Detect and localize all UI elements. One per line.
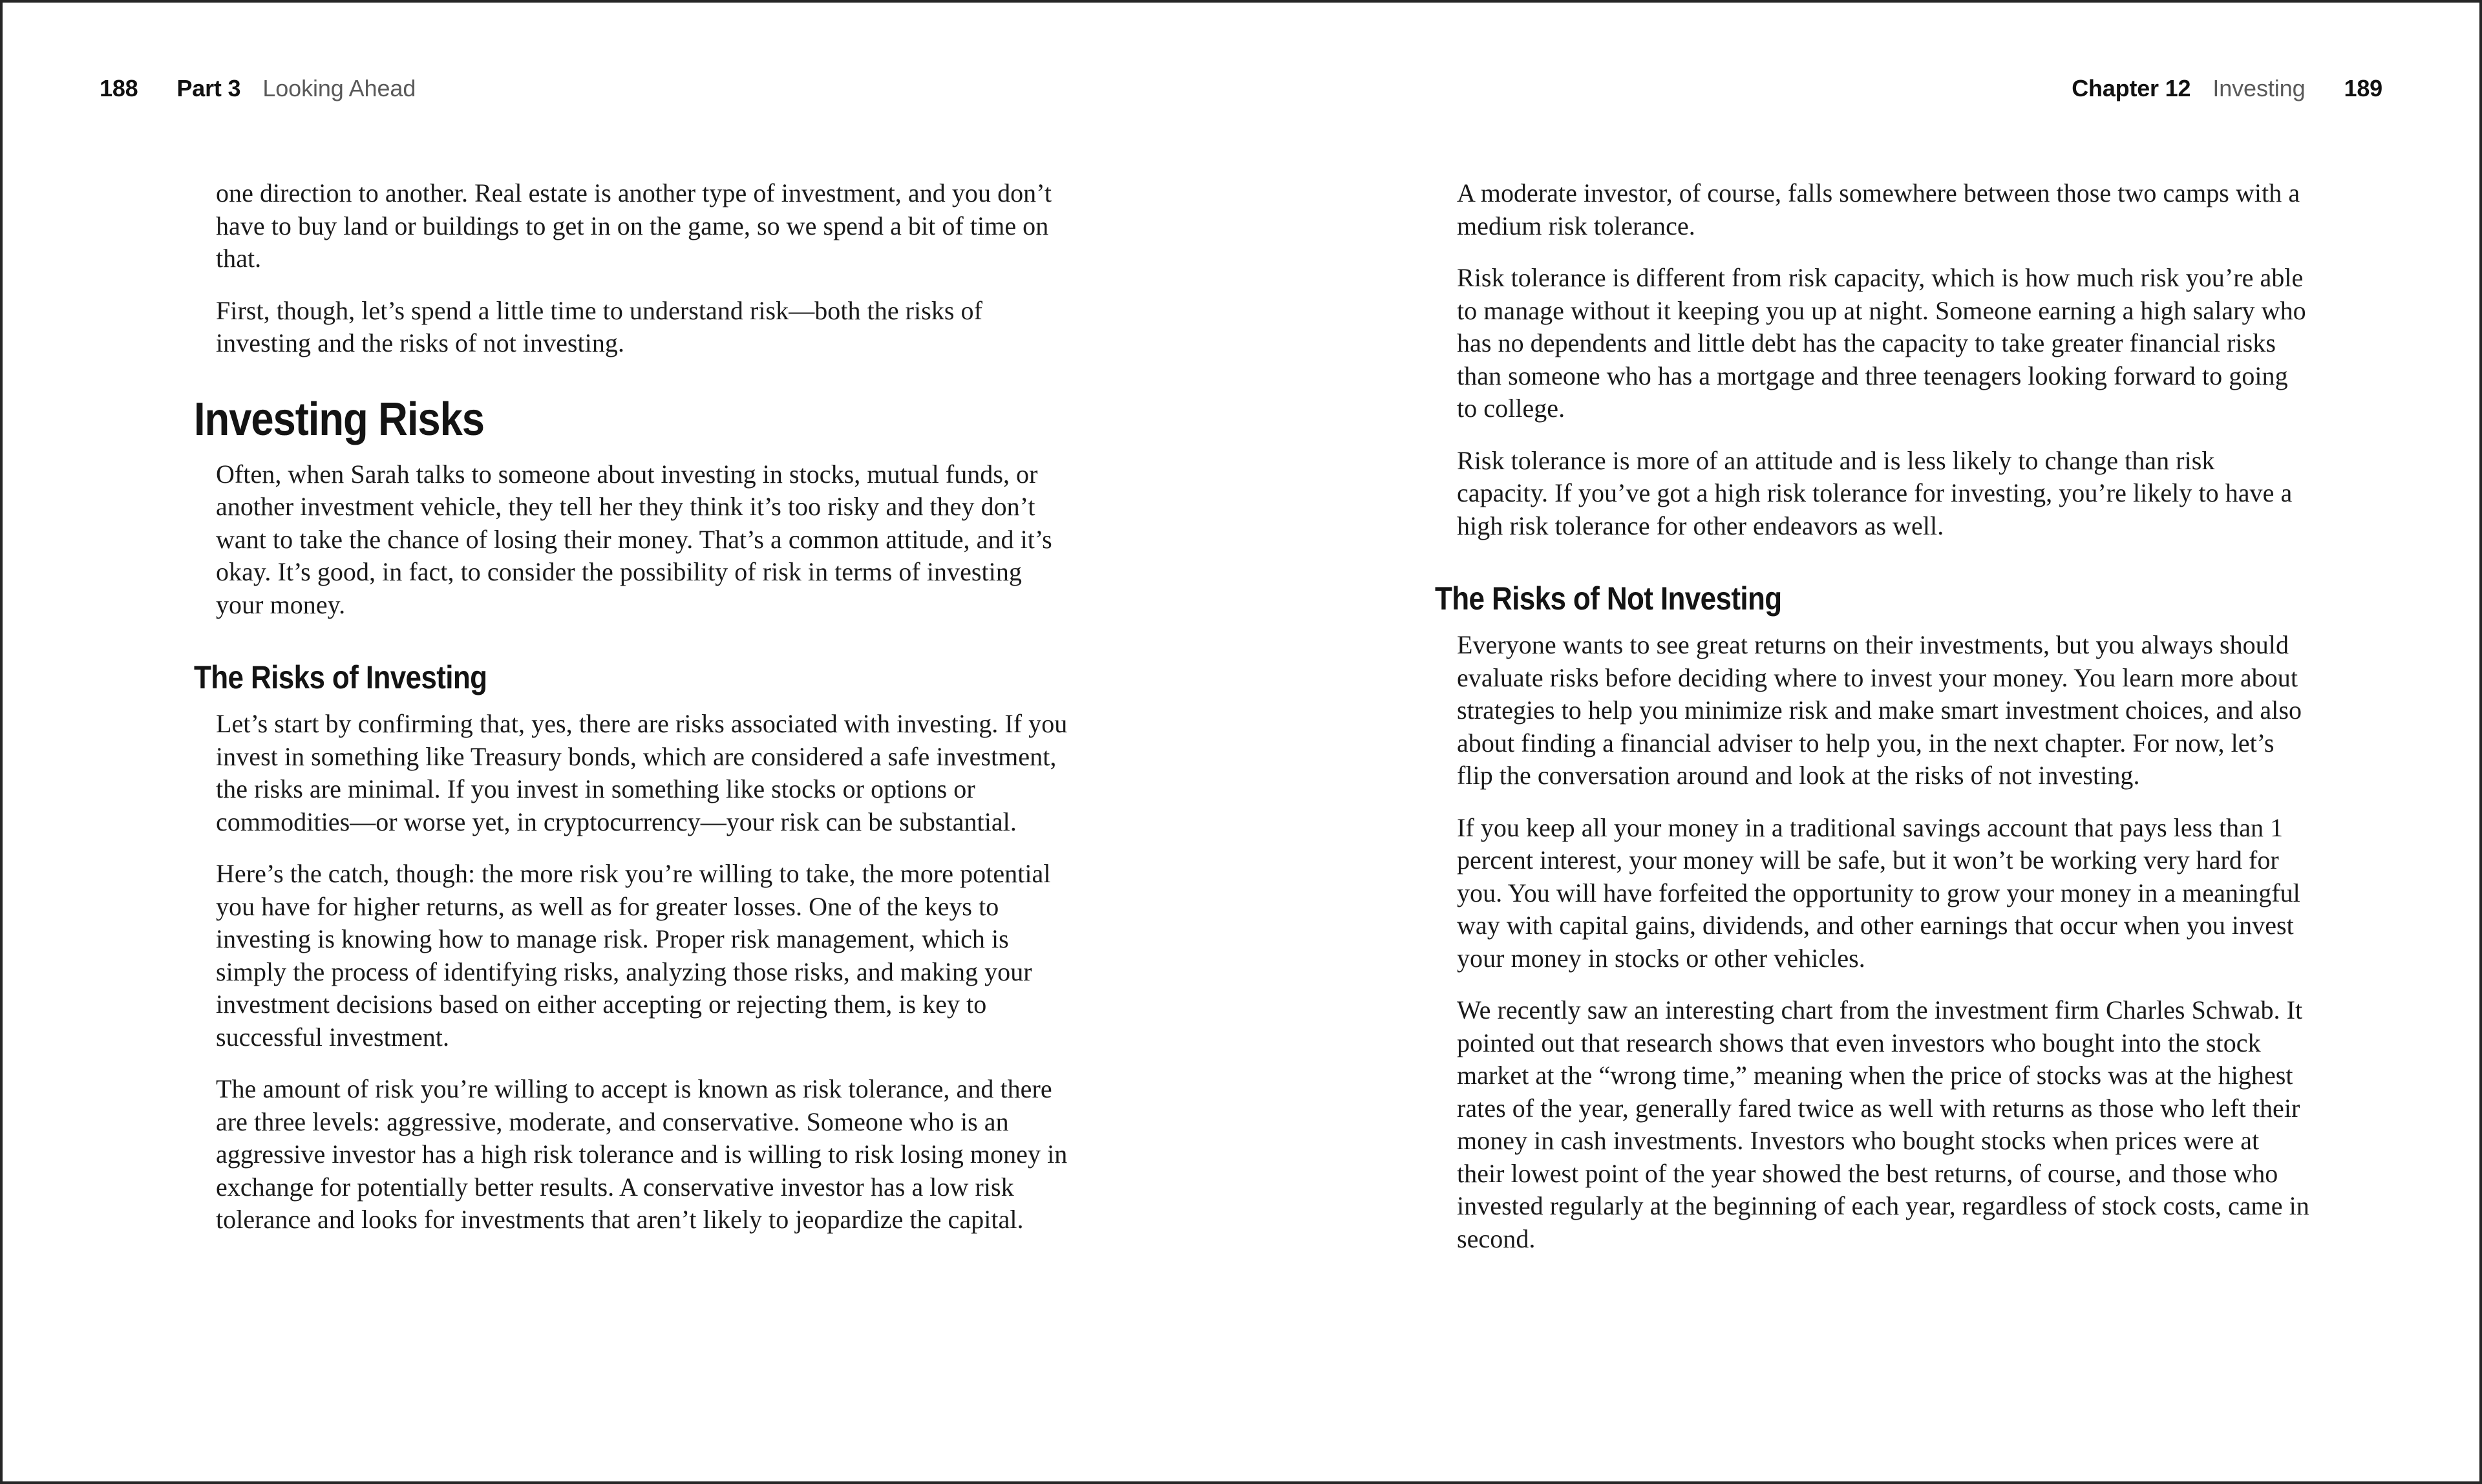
running-head-right xyxy=(2072,75,2382,102)
chapter-title: Investing xyxy=(2212,75,2306,101)
section-heading-secondary: The Risks of Investing xyxy=(194,659,487,695)
column-content-right xyxy=(1435,177,2320,1255)
chapter-label: Chapter 12 xyxy=(2072,75,2191,101)
page-number-right: 189 xyxy=(2344,75,2382,101)
body-paragraph: Risk tolerance is different from risk capacity, which is how much risk you’re able to manage without it keeping you up at night. Someone earning a high salary who has no dependents and little debt has the capacity to take greater financial risks than someone who has a mortgage and three teenagers looking forward to going to college. xyxy=(1457,263,2306,423)
body-paragraph: If you keep all your money in a traditional savings account that pays less than 1 percent interest, your money will be safe, but it won’t be working very hard for you. You will have forfeited the opportunity to grow your money in a meaningful way with capital gains, dividends, and other earnings that occur when you invest your money in stocks or other vehicles. xyxy=(1457,812,2300,973)
body-paragraph: one direction to another. Real estate is another type of investment, and you don’t have to buy land or buildings to get in on the game, so we spend a bit of time on that. xyxy=(216,178,1052,273)
running-head-left xyxy=(100,75,416,102)
text-column-left xyxy=(194,177,1079,1236)
page-number-left: 188 xyxy=(100,75,138,101)
text-column-right xyxy=(1435,177,2320,1255)
body-paragraph: Often, when Sarah talks to someone about investing in stocks, mutual funds, or another investment vehicle, they tell her they think it’s too risky and they don’t want to take the chance of losing their money. That’s a common attitude, and it’s okay. It’s good, in fact, to consider the possibility of risk in terms of investing your money. xyxy=(216,459,1052,619)
part-title: Looking Ahead xyxy=(262,75,416,101)
body-paragraph: The amount of risk you’re willing to accept is known as risk tolerance, and there are three levels: aggressive, moderate, and conservative. Someone who is an aggressive investor has a high risk tolerance and is willing to risk losing money in exchange for potentially better results. A conservative investor has a low risk tolerance and looks for investments that aren’t likely to jeopardize the capital. xyxy=(216,1074,1068,1234)
body-paragraph: First, though, let’s spend a little time to understand risk—both the risks of investing and the risks of not investing. xyxy=(216,295,982,357)
section-heading-secondary: The Risks of Not Investing xyxy=(1435,580,1782,617)
body-paragraph: Let’s start by confirming that, yes, there are risks associated with investing. If you invest in something like Treasury bonds, which are considered a safe investment, the risks are minimal. If you invest in something like stocks or options or commodities—or worse yet, in cryptocurrency—your risk can be substantial. xyxy=(216,709,1068,836)
body-paragraph: Everyone wants to see great returns on their investments, but you always should evaluate risks before deciding where to invest your money. You learn more about strategies to help you minimize risk and make smart investment choices, and also about finding a financial adviser to help you, in the next chapter. For now, let’s flip the conversation around and look at the risks of not investing. xyxy=(1457,630,2302,790)
section-heading-primary: Investing Risks xyxy=(194,393,484,445)
body-paragraph: A moderate investor, of course, falls somewhere between those two camps with a medium risk tolerance. xyxy=(1457,178,2300,240)
body-paragraph: We recently saw an interesting chart from the investment firm Charles Schwab. It pointed out that research shows that even investors who bought into the stock market at the “wrong time,” meaning when the price of stocks was at the highest rates of the year, generally fared twice as well with returns as those who left their money in cash investments. Investors who bought stocks when prices were at their lowest point of the year showed the best returns, of course, and those who invested regularly at the beginning of each year, regardless of stock costs, came in second. xyxy=(1457,995,2309,1253)
body-paragraph: Risk tolerance is more of an attitude and is less likely to change than risk capacity. If you’ve got a high risk tolerance for investing, you’re likely to have a high risk tolerance for other endeavors as well. xyxy=(1457,445,2293,540)
column-content-left xyxy=(194,177,1079,1236)
part-label: Part 3 xyxy=(176,75,241,101)
body-paragraph: Here’s the catch, though: the more risk you’re willing to take, the more potential you have for higher returns, as well as for greater losses. One of the keys to investing is knowing how to manage risk. Proper risk management, which is simply the process of identifying risks, analyzing those risks, and making your investment decisions based on either accepting or rejecting them, is key to successful investment. xyxy=(216,859,1051,1052)
